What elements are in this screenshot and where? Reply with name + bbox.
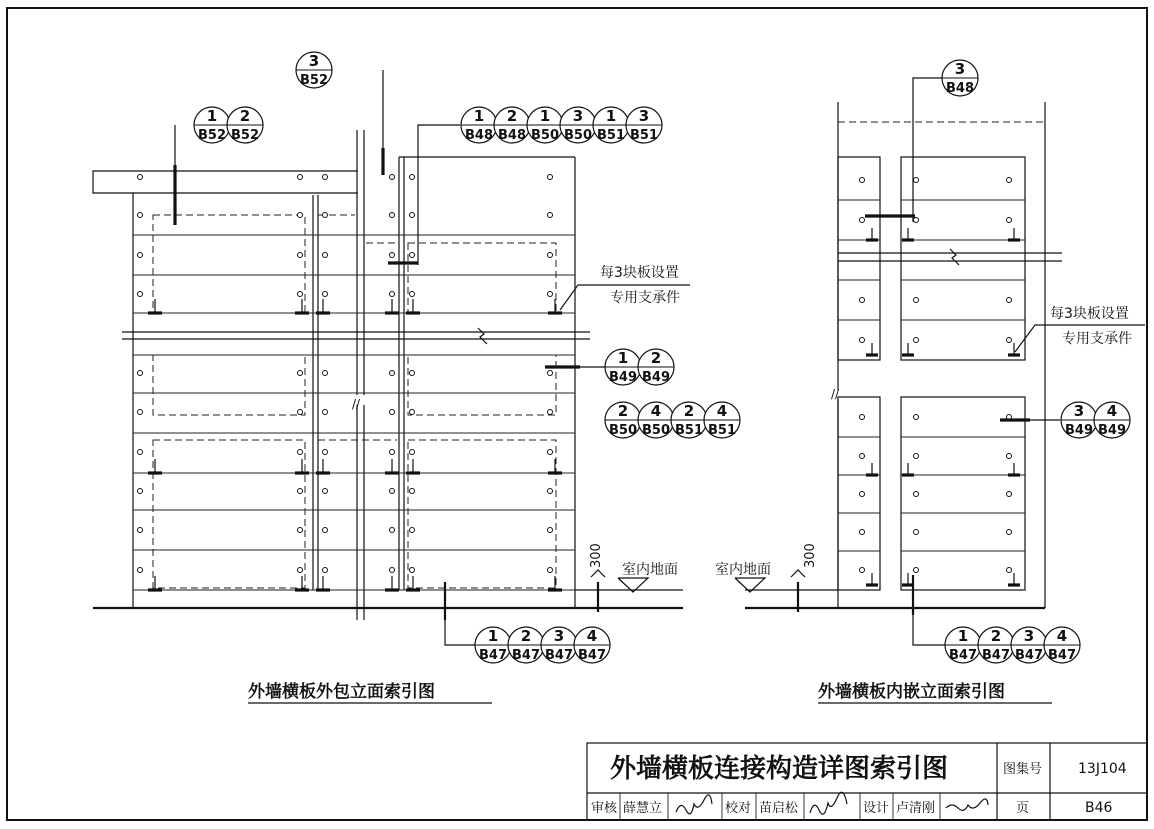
right-caption: 外墙横板内嵌立面索引图	[818, 682, 1005, 702]
callout-sheet-ref: B47	[1015, 648, 1043, 663]
callout-bubble	[1044, 627, 1080, 663]
callout-number: 4	[716, 402, 728, 420]
atlas-label: 图集号	[1003, 762, 1043, 777]
check-label: 校对	[725, 801, 752, 816]
callout-number: 3	[954, 60, 966, 78]
callout-sheet-ref: B49	[642, 370, 670, 385]
callout-bubble	[227, 107, 263, 143]
callout-bubble	[978, 627, 1014, 663]
callout-bubble	[942, 60, 978, 96]
callout-number: 3	[638, 107, 650, 125]
callout-bubble	[461, 107, 497, 143]
right-dim-300: 300	[803, 543, 818, 568]
signature-design	[946, 799, 988, 810]
callout-sheet-ref: B50	[564, 128, 592, 143]
callout-bubble	[560, 107, 596, 143]
callout-sheet-ref: B50	[609, 423, 637, 438]
callout-sheet-ref: B48	[498, 128, 526, 143]
design-name: 卢清刚	[896, 801, 936, 816]
callout-number: 2	[990, 627, 1002, 645]
callout-number: 1	[206, 107, 218, 125]
svg-text://: //	[352, 397, 361, 411]
title-block	[587, 743, 1147, 820]
callout-bubble	[638, 402, 674, 438]
callout-number: 4	[650, 402, 662, 420]
callout-sheet-ref: B52	[198, 128, 226, 143]
review-label: 审核	[591, 801, 618, 816]
left-caption: 外墙横板外包立面索引图	[248, 682, 435, 702]
callout-sheet-ref: B49	[609, 370, 637, 385]
callout-sheet-ref: B51	[597, 128, 625, 143]
callout-number: 3	[553, 627, 565, 645]
callout-bubble	[626, 107, 662, 143]
callout-sheet-ref: B47	[982, 648, 1010, 663]
right-elevation	[735, 78, 1145, 645]
atlas-value: 13J104	[1078, 761, 1127, 777]
right-note-line1: 每3块板设置	[1050, 306, 1129, 322]
callout-sheet-ref: B48	[946, 81, 974, 96]
left-floor-label: 室内地面	[622, 562, 678, 578]
callout-bubble	[605, 349, 641, 385]
callout-number: 2	[683, 402, 695, 420]
callout-number: 4	[1056, 627, 1068, 645]
callout-bubble	[1094, 402, 1130, 438]
review-name: 薛慧立	[623, 801, 663, 816]
callout-number: 1	[487, 627, 499, 645]
callout-bubble	[593, 107, 629, 143]
callout-bubble	[574, 627, 610, 663]
callout-sheet-ref: B51	[630, 128, 658, 143]
callout-sheet-ref: B50	[642, 423, 670, 438]
callout-number: 3	[1073, 402, 1085, 420]
callout-sheet-ref: B52	[300, 73, 328, 88]
left-note-line2: 专用支承件	[610, 290, 680, 306]
left-dim-300: 300	[589, 543, 604, 568]
callout-number: 1	[605, 107, 617, 125]
callout-sheet-ref: B47	[545, 648, 573, 663]
callout-number: 2	[506, 107, 518, 125]
callout-bubble	[296, 52, 332, 88]
callout-sheet-ref: B52	[231, 128, 259, 143]
callout-sheet-ref: B51	[675, 423, 703, 438]
callout-bubble	[1061, 402, 1097, 438]
callout-number: 1	[617, 349, 629, 367]
callout-number: 1	[957, 627, 969, 645]
callout-number: 2	[650, 349, 662, 367]
callout-bubble	[194, 107, 230, 143]
signature-review	[676, 795, 712, 814]
callout-number: 2	[617, 402, 629, 420]
callout-number: 1	[539, 107, 551, 125]
callout-number: 3	[308, 52, 320, 70]
callout-sheet-ref: B47	[1048, 648, 1076, 663]
callout-sheet-ref: B50	[531, 128, 559, 143]
callout-bubble	[494, 107, 530, 143]
callout-bubble	[671, 402, 707, 438]
callout-number: 2	[239, 107, 251, 125]
callout-number: 3	[572, 107, 584, 125]
callout-bubble	[527, 107, 563, 143]
callout-bubble	[541, 627, 577, 663]
callout-sheet-ref: B47	[949, 648, 977, 663]
left-note-line1: 每3块板设置	[600, 265, 679, 281]
page-label: 页	[1016, 801, 1030, 816]
callout-bubble	[704, 402, 740, 438]
callout-bubble	[638, 349, 674, 385]
signature-check	[810, 792, 847, 814]
callout-number: 4	[1106, 402, 1118, 420]
callout-sheet-ref: B47	[578, 648, 606, 663]
right-floor-label: 室内地面	[715, 562, 771, 578]
callout-bubble	[1011, 627, 1047, 663]
page-value: B46	[1085, 800, 1113, 816]
check-name: 苗启松	[759, 801, 799, 816]
callout-number: 1	[473, 107, 485, 125]
callout-number: 4	[586, 627, 598, 645]
callout-bubble	[945, 627, 981, 663]
callout-sheet-ref: B47	[479, 648, 507, 663]
design-label: 设计	[863, 801, 890, 816]
callout-bubble	[475, 627, 511, 663]
callout-sheet-ref: B48	[465, 128, 493, 143]
callout-sheet-ref: B49	[1065, 423, 1093, 438]
right-note-line2: 专用支承件	[1062, 331, 1132, 347]
callout-sheet-ref: B47	[512, 648, 540, 663]
callout-sheet-ref: B49	[1098, 423, 1126, 438]
sheet-title: 外墙横板连接构造详图索引图	[610, 754, 949, 784]
callout-number: 2	[520, 627, 532, 645]
svg-text://: //	[831, 387, 840, 401]
callout-sheet-ref: B51	[708, 423, 736, 438]
callout-number: 3	[1023, 627, 1035, 645]
callout-bubble	[605, 402, 641, 438]
callout-bubble	[508, 627, 544, 663]
